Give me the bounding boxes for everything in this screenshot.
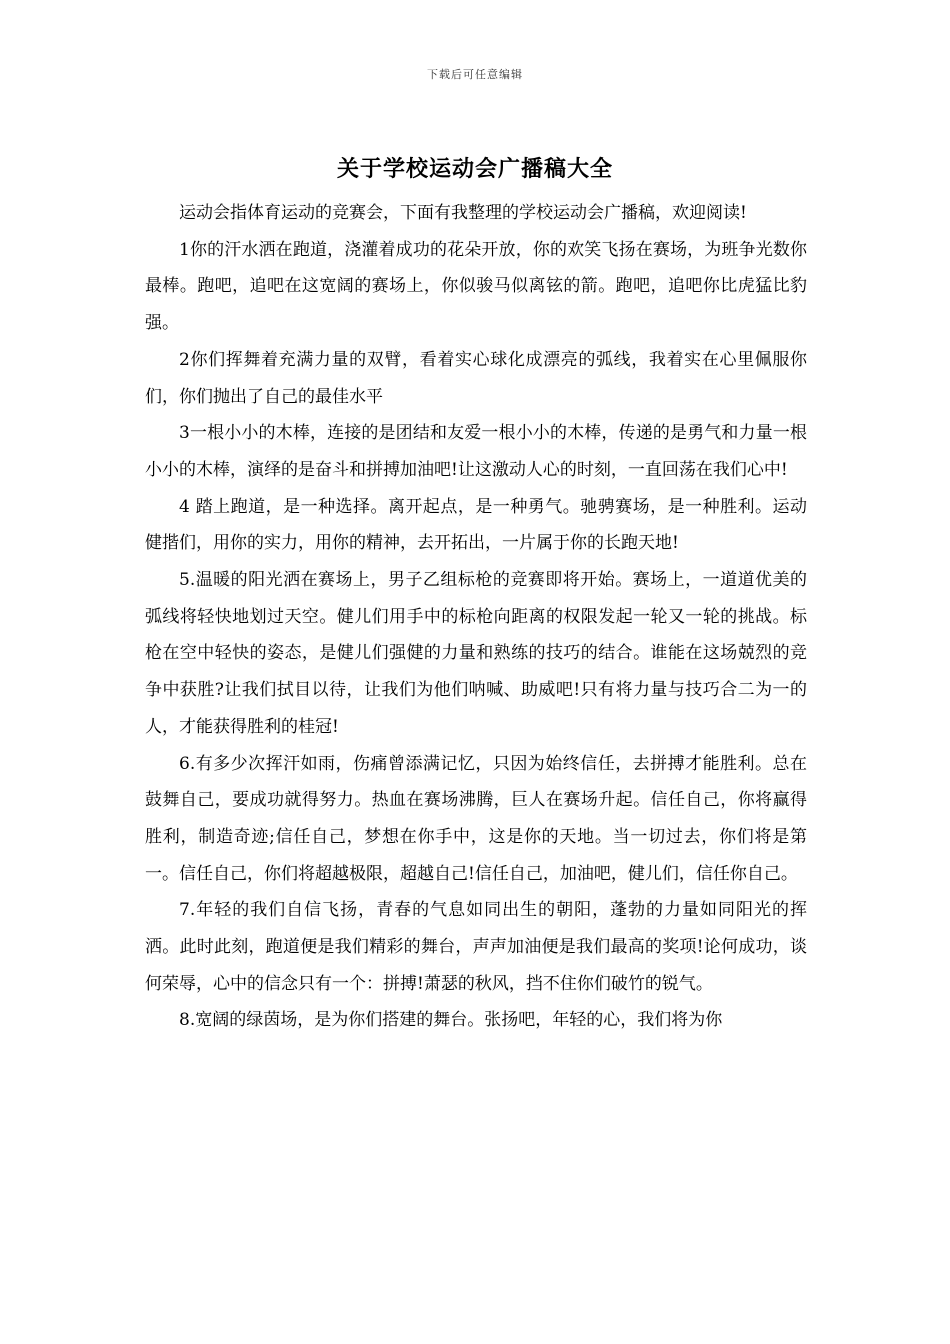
paragraph-1: 1你的汗水洒在跑道，浇灌着成功的花朵开放，你的欢笑飞扬在赛场，为班争光数你最棒。跑吧，追吧在这宽阔的赛场上，你似骏马似离铉的箭。跑吧，追吧你比虎猛比豹强。 [145,239,807,334]
document-title: 关于学校运动会广播稿大全 [336,156,613,182]
paragraph-4: 4 踏上跑道，是一种选择。离开起点，是一种勇气。驰骋赛场，是一种胜利。运动健揩们，用你的实力，用你的精神，去开拓出，一片属于你的长跑天地! [145,496,807,554]
paragraph-2: 2你们挥舞着充满力量的双臂，看着实心球化成漂亮的弧线，我着实在心里佩服你们，你们抛出了自己的最佳水平 [145,349,807,407]
paragraph-5: 5.温暖的阳光洒在赛场上，男子乙组标枪的竞赛即将开始。赛场上，一道道优美的弧线将轻快地划过天空。健儿们用手中的标枪向距离的权限发起一轮又一轮的挑战。标枪在空中轻快的姿态，是健儿们强健的力量和熟练的技巧的结合。谁能在这场兢烈的竞争中获胜?让我们拭目以待，让我们为他们呐喊、助威吧!只有将力量与技巧合二为一的人，才能获得胜利的桂冠! [145,570,807,737]
paragraph-6: 6.有多少次挥汗如雨，伤痛曾添满记忆，只因为始终信任，去拼搏才能胜利。总在鼓舞自己，要成功就得努力。热血在赛场沸腾，巨人在赛场升起。信任自己，你将赢得胜利，制造奇迹;信任自己，梦想在你手中，这是你的天地。当一切过去，你们将是第一。信任自己，你们将超越极限，超越自己!信任自己，加油吧，健儿们，信任你自己。 [145,753,807,884]
paragraph-3: 3一根小小的木棒，连接的是团结和友爱一根小小的木棒，传递的是勇气和力量一根小小的木棒，演绎的是奋斗和拼搏加油吧!让这激动人心的时刻，一直回荡在我们心中! [145,423,807,480]
document-body [145,195,807,1039]
paragraph-intro: 运动会指体育运动的竞赛会，下面有我整理的学校运动会广播稿，欢迎阅读! [179,203,747,223]
paragraph-8: 8.宽阔的绿茵场，是为你们搭建的舞台。张扬吧，年轻的心，我们将为你 [179,1010,723,1031]
page-header-note: 下载后可任意编辑 [427,68,523,81]
paragraph-7: 7.年轻的我们自信飞扬，青春的气息如同出生的朝阳，蓬勃的力量如同阳光的挥洒。此时此刻，跑道便是我们精彩的舞台，声声加油便是我们最高的奖项!论何成功，谈何荣辱，心中的信念只有一个：拼搏!萧瑟的秋风，挡不住你们破竹的锐气。 [145,900,807,994]
